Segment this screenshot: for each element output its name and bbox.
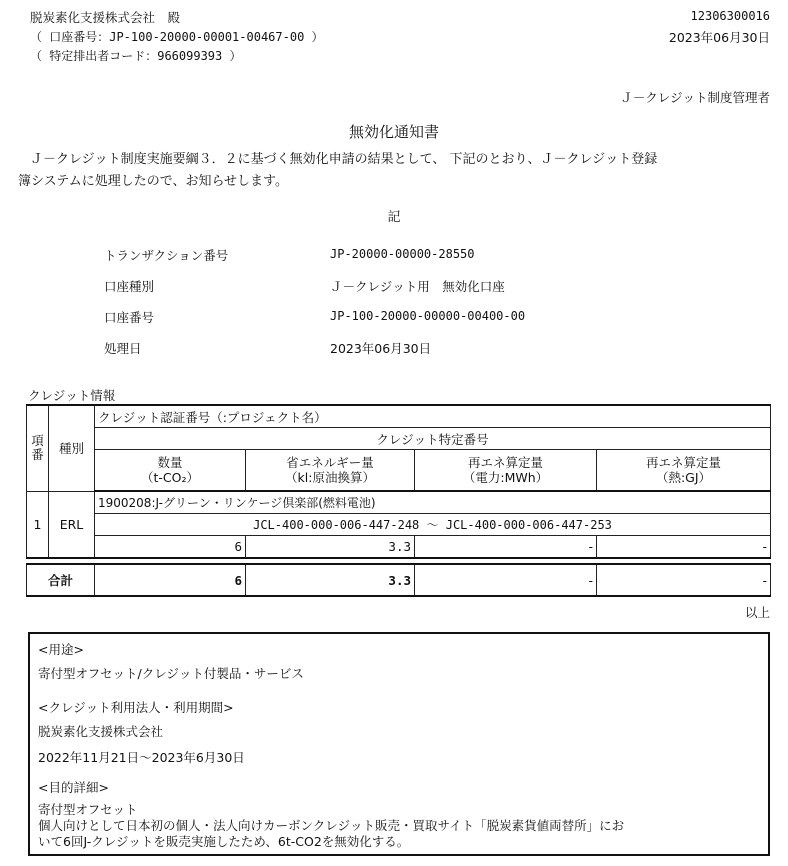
detail-value-account-number: JP-100-20000-00000-00400-00	[330, 309, 526, 323]
row-renewable-electricity: -	[415, 536, 597, 559]
row-quantity: 6	[95, 536, 246, 559]
header-energy-saving-unit: （kl:原油換算）	[285, 470, 375, 485]
detail-value-account-type: Ｊ－クレジット用 無効化口座	[330, 279, 505, 294]
detail-label-process-date: 処理日	[104, 341, 142, 356]
document-date: 2023年06月30日	[668, 30, 770, 45]
usage-period: 2022年11月21日～2023年6月30日	[38, 750, 245, 765]
credit-section-title: クレジット情報	[28, 388, 116, 403]
header-energy-saving-label: 省エネルギー量	[286, 455, 374, 470]
recipient-account-number: （ 口座番号：JP-100-20000-00001-00467-00 ）	[30, 30, 324, 44]
detail-text-line2: 個人向けとして日本初の個人・法人向けカーボンクレジット販売・買取サイト「脱炭素貨値両替所」にお	[38, 818, 625, 833]
intro-text-line1: Ｊ－クレジット制度実施要綱３．２に基づく無効化申請の結果として、 下記のとおり、Ｊ－クレジット登録	[30, 152, 658, 167]
row-renewable-heat: -	[597, 536, 771, 559]
header-renewable-heat-unit: （熱:GJ）	[655, 470, 712, 485]
purpose-text: 寄付型オフセット/クレジット付製品・サービス	[38, 666, 304, 681]
issuer-name: Ｊ－クレジット制度管理者	[620, 90, 770, 105]
intro-text-line2: 簿システムに処理したので、お知らせします。	[18, 174, 289, 189]
detail-value-process-date: 2023年06月30日	[330, 341, 432, 356]
detail-text-line3: いて6回J-クレジットを販売実施したため、6t-CO2を無効化する。	[38, 834, 410, 849]
detail-text-line1: 寄付型オフセット	[38, 802, 138, 817]
header-quantity	[95, 450, 246, 492]
purpose-heading: <用途>	[38, 642, 84, 657]
header-renewable-heat	[597, 450, 771, 492]
total-renewable-heat: -	[597, 564, 771, 596]
recipient-name: 脱炭素化支援株式会社 殿	[30, 10, 181, 25]
total-label: 合計	[27, 564, 95, 596]
header-cert-number: クレジット認証番号（:プロジェクト名）	[95, 405, 771, 428]
header-item-number: 項番	[27, 405, 49, 491]
header-quantity-label: 数量	[157, 455, 183, 470]
emitter-code: （ 特定排出者コード：966099393 ）	[30, 49, 242, 63]
row-kind: ERL	[49, 491, 95, 558]
detail-label-transaction: トランザクション番号	[104, 248, 229, 263]
row-energy-saving: 3.3	[246, 536, 415, 559]
header-renewable-electricity-unit: （電力:MWh）	[462, 470, 549, 485]
usage-box	[28, 632, 770, 856]
detail-label-account-type: 口座種別	[104, 279, 155, 294]
header-renewable-electricity-label: 再エネ算定量	[467, 455, 543, 470]
header-kind: 種別	[49, 405, 95, 491]
header-quantity-unit: （t-CO₂）	[141, 470, 199, 485]
table-row	[27, 491, 771, 514]
end-mark: 以上	[744, 605, 770, 620]
document-title: 無効化通知書	[348, 123, 439, 141]
total-quantity: 6	[95, 564, 246, 596]
row-project: 1900208:J-グリーン・リンケージ倶楽部(燃料電池)	[95, 491, 771, 514]
header-renewable-heat-label: 再エネ算定量	[646, 455, 722, 470]
user-name: 脱炭素化支援株式会社	[38, 724, 164, 739]
total-energy-saving: 3.3	[246, 564, 415, 596]
credit-table	[26, 404, 771, 597]
document-number: 12306300016	[690, 9, 770, 23]
detail-heading: <目的詳細>	[38, 780, 109, 795]
header-renewable-electricity	[415, 450, 597, 492]
row-item-number: 1	[27, 491, 49, 558]
header-energy-saving	[246, 450, 415, 492]
detail-value-transaction: JP-20000-00000-28550	[330, 247, 475, 261]
header-serial-number: クレジット特定番号	[95, 428, 771, 450]
total-renewable-electricity: -	[415, 564, 597, 596]
total-row	[27, 564, 771, 596]
detail-label-account-number: 口座番号	[104, 310, 155, 325]
user-heading: <クレジット利用法人・利用期間>	[38, 700, 234, 715]
ki-heading: 記	[387, 210, 401, 225]
row-serial-range: JCL-400-000-006-447-248 ～ JCL-400-000-006-447-253	[95, 514, 771, 536]
